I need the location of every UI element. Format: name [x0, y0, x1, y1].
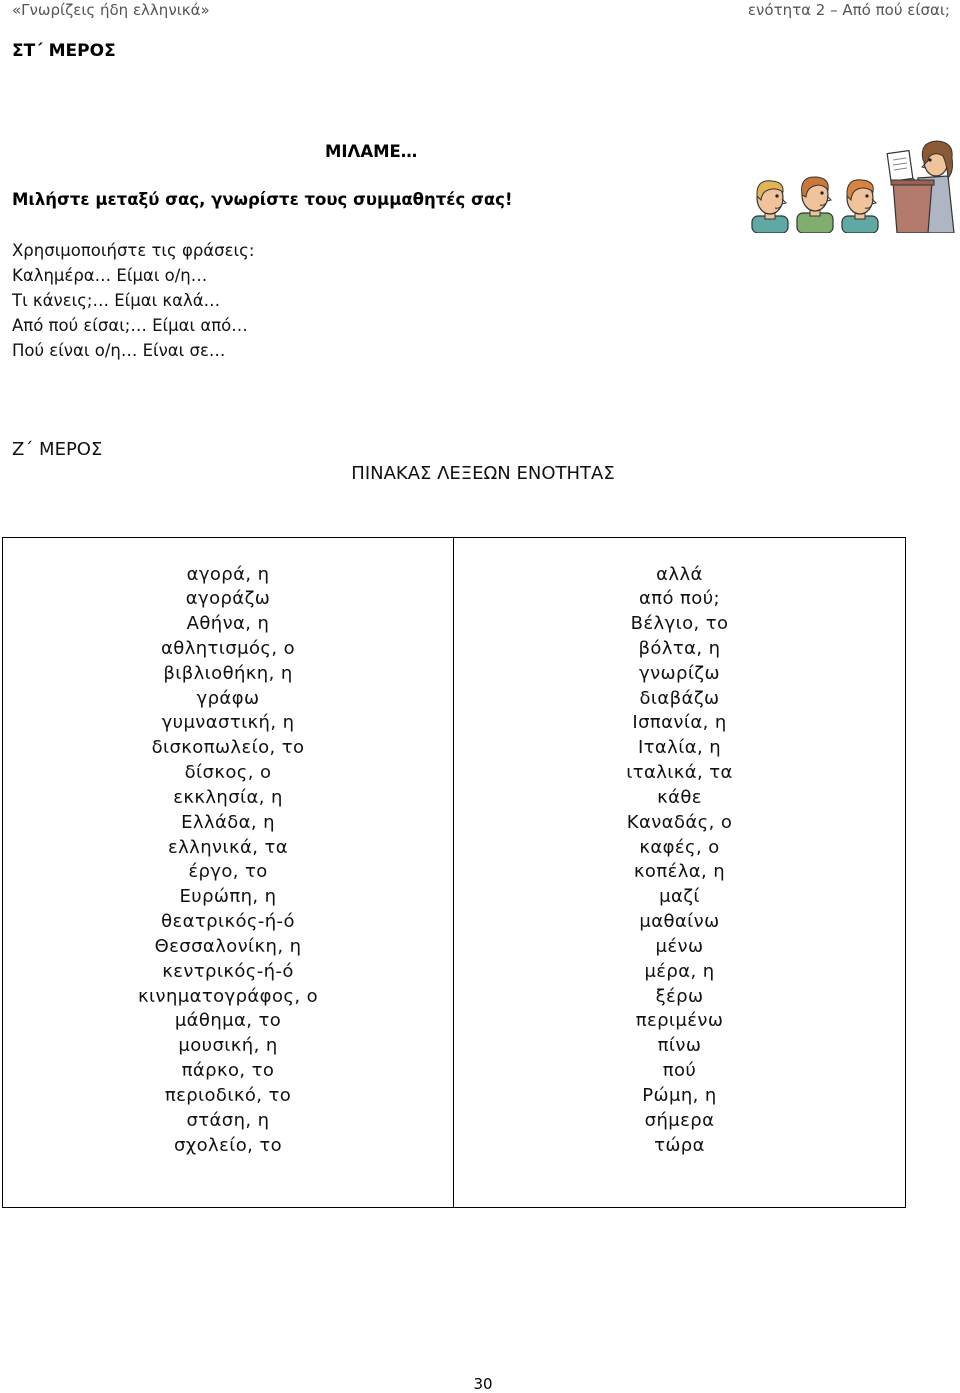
vocabulary-word: Βέλγιο, το — [630, 613, 729, 635]
vocabulary-word: μουσική, η — [178, 1035, 278, 1057]
phrase-item: Τι κάνεις;… Είμαι καλά… — [12, 291, 221, 310]
vocabulary-word: Ευρώπη, η — [179, 886, 277, 908]
vocabulary-word: δισκοπωλείο, το — [151, 737, 305, 759]
vocabulary-word: ελληνικά, τα — [167, 836, 288, 858]
student-1-figure — [752, 181, 788, 233]
vocabulary-column-right — [454, 538, 905, 1207]
vocabulary-word: βιβλιοθήκη, η — [163, 662, 293, 684]
vocabulary-word: διαβάζω — [639, 687, 720, 709]
vocabulary-word: Ρώμη, η — [642, 1084, 717, 1106]
vocabulary-word: μένω — [655, 935, 704, 957]
vocabulary-word: Αθήνα, η — [186, 613, 270, 635]
vocabulary-column-left — [3, 538, 454, 1207]
vocabulary-word: πάρκο, το — [181, 1060, 275, 1082]
vocabulary-word: ιταλικά, τα — [626, 762, 733, 784]
vocabulary-word: Ιταλία, η — [637, 737, 722, 759]
vocabulary-word: Θεσσαλονίκη, η — [154, 935, 302, 957]
phrase-item: Καλημέρα… Είμαι ο/η… — [12, 266, 208, 285]
vocabulary-word: σήμερα — [644, 1109, 715, 1131]
vocabulary-word: κεντρικός-ή-ό — [162, 960, 294, 982]
vocabulary-word: από πού; — [639, 588, 720, 610]
vocabulary-word: βόλτα, η — [638, 637, 721, 659]
phrase-item: Από πού είσαι;… Είμαι από… — [12, 316, 248, 335]
vocabulary-word: μάθημα, το — [174, 1010, 282, 1032]
vocabulary-word: εκκλησία, η — [173, 786, 283, 808]
vocabulary-word: αγορά, η — [186, 563, 270, 585]
vocabulary-word: πίνω — [657, 1035, 702, 1057]
vocabulary-word: γνωρίζω — [639, 662, 720, 684]
vocabulary-word: Ελλάδα, η — [181, 811, 275, 833]
student-3-figure — [842, 180, 878, 233]
classroom-icon — [750, 138, 955, 233]
vocabulary-word: καφές, ο — [639, 836, 720, 858]
phrases-list — [12, 238, 254, 363]
part-z-title: Ζ΄ ΜΕΡΟΣ — [12, 439, 103, 460]
vocabulary-word: αγοράζω — [185, 588, 271, 610]
vocabulary-word: μαζί — [659, 886, 700, 908]
vocabulary-table — [2, 537, 906, 1208]
teacher-figure — [887, 141, 954, 233]
vocabulary-word: έργο, το — [188, 861, 268, 883]
vocabulary-word: κάθε — [657, 786, 702, 808]
phrase-item: Πού είναι ο/η… Είναι σε… — [12, 341, 226, 360]
vocabulary-word: αθλητισμός, ο — [161, 637, 295, 659]
vocabulary-word: τώρα — [654, 1134, 705, 1156]
speaking-heading: ΜΙΛΑΜΕ… — [325, 142, 418, 161]
student-2-figure — [797, 177, 833, 233]
vocabulary-word: περιοδικό, το — [164, 1084, 292, 1106]
book-title-header: «Γνωρίζεις ήδη ελληνικά» — [12, 1, 210, 19]
part-st-title: ΣΤ΄ ΜΕΡΟΣ — [12, 41, 116, 61]
phrases-intro: Χρησιμοποιήστε τις φράσεις: — [12, 241, 255, 260]
vocabulary-table-title: ΠΙΝΑΚΑΣ ΛΕΞΕΩΝ ΕΝΟΤΗΤΑΣ — [351, 463, 615, 484]
vocabulary-word: στάση, η — [186, 1109, 270, 1131]
vocabulary-word: δίσκος, ο — [184, 762, 272, 784]
unit-title-header: ενότητα 2 – Από πού είσαι; — [747, 1, 950, 19]
vocabulary-word: κοπέλα, η — [633, 861, 726, 883]
vocabulary-word: πού — [662, 1060, 697, 1082]
page-number: 30 — [473, 1375, 493, 1393]
speaking-instruction: Μιλήστε μεταξύ σας, γνωρίστε τους συμμαθητές σας! — [12, 190, 513, 209]
vocabulary-word: Καναδάς, ο — [626, 811, 733, 833]
vocabulary-word: μέρα, η — [644, 960, 715, 982]
vocabulary-word: Ισπανία, η — [632, 712, 727, 734]
vocabulary-word: γυμναστική, η — [161, 712, 295, 734]
vocabulary-word: σχολείο, το — [174, 1134, 282, 1156]
vocabulary-word: θεατρικός-ή-ό — [161, 911, 295, 933]
vocabulary-word: αλλά — [656, 563, 703, 585]
vocabulary-word: ξέρω — [655, 985, 704, 1007]
vocabulary-word: περιμένω — [635, 1010, 724, 1032]
vocabulary-word: γράφω — [196, 687, 260, 709]
vocabulary-word: μαθαίνω — [639, 911, 720, 933]
vocabulary-word: κινηματογράφος, ο — [138, 985, 318, 1007]
